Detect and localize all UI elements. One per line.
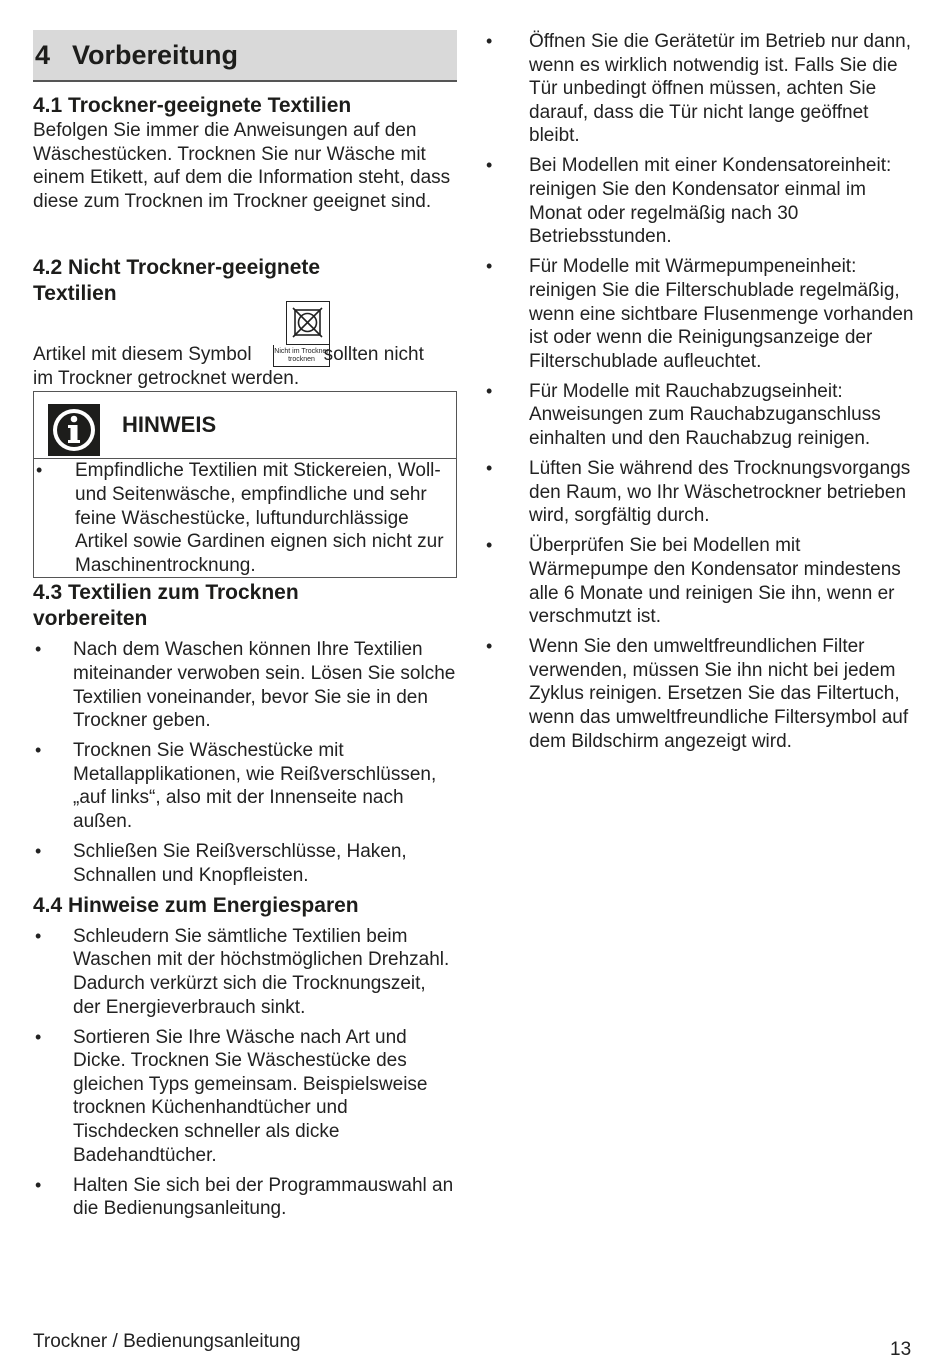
list-item <box>484 534 920 628</box>
symbol-paragraph <box>33 307 457 397</box>
list-item <box>484 635 920 753</box>
page-number: 13 <box>890 1339 912 1360</box>
list-item <box>33 1026 457 1168</box>
section-4-3-list <box>33 638 457 887</box>
list-item <box>33 638 457 732</box>
note-title: HINWEIS <box>122 412 217 438</box>
section-4-4-heading: 4.4 Hinweise zum Energiesparen <box>33 893 359 917</box>
list-item <box>484 457 920 528</box>
bullet: • <box>486 155 493 176</box>
list-item-text: Bei Modellen mit einer Kondensatoreinheit: reinigen Sie den Kondensator einmal im Monat oder regelmäßig nach 30 Betriebsstunden. <box>529 155 892 248</box>
section-4-1-heading: 4.1 Trockner-geeignete Textilien <box>33 94 352 117</box>
note-body <box>34 459 456 577</box>
section-4-3-heading <box>33 580 457 632</box>
section-4-1-text: Befolgen Sie immer die Anweisungen auf den Wäschestücken. Trocknen Sie nur Wäsche mit einem Etikett, auf dem die Information steht, dass diese zum Trocknen im Trockner geeignet sind. <box>33 120 451 212</box>
note-box <box>33 391 457 578</box>
symbol-caption: Nicht im Trockner trocknen <box>273 345 330 367</box>
list-item-text: Sortieren Sie Ihre Wäsche nach Art und Dicke. Trocknen Sie Wäschestücke des gleichen Typs gemeinsam. Beispielsweise trocknen Küchenhandtücher und Tischdecken schneller als dicke Badehandtücher. <box>73 1026 428 1166</box>
list-item <box>484 30 920 148</box>
bullet: • <box>486 458 493 479</box>
bullet: • <box>35 639 42 660</box>
energy-tips-list <box>484 30 920 753</box>
bullet: • <box>35 740 42 761</box>
note-text: Empfindliche Textilien mit Stickereien, Woll- und Seitenwäsche, empfindliche und sehr feine Wäschestücke, luftundurchlässige Artikel sowie Gardinen eignen sich nicht zur Maschinentrocknung. <box>75 460 444 576</box>
list-item <box>484 380 920 451</box>
chapter-heading <box>33 30 457 82</box>
note-header <box>34 392 456 459</box>
list-item <box>33 925 457 1019</box>
list-item-text: Halten Sie sich bei der Programmauswahl an die Bedienungsanleitung. <box>73 1174 454 1220</box>
list-item-text: Überprüfen Sie bei Modellen mit Wärmepumpe den Kondensator mindestens alle 6 Monate und reinigen Sie ihn, wenn er verschmutzt ist. <box>529 535 901 628</box>
bullet: • <box>36 460 43 481</box>
list-item-text: Trocknen Sie Wäschestücke mit Metallapplikationen, wie Reißverschlüssen, „auf links“, also mit der Innenseite nach außen. <box>73 740 437 832</box>
bullet: • <box>486 380 493 401</box>
chapter-title: Vorbereitung <box>72 39 239 70</box>
section-4-2-text-after: sollten nicht <box>323 344 424 366</box>
list-item-text: Schließen Sie Reißverschlüsse, Haken, Schnallen und Knopfleisten. <box>73 841 407 886</box>
chapter-number: 4 <box>35 39 51 70</box>
section-4-4-list <box>33 925 457 1221</box>
info-icon <box>48 404 100 456</box>
list-item-text: Für Modelle mit Wärmepumpeneinheit: reinigen Sie die Filterschublade regelmäßig, wenn eine sichtbare Flusenmenge vorhanden ist oder wenn die Reinigungsanzeige der Filterschublade aufleuchtet. <box>529 256 914 372</box>
left-column <box>33 30 457 1227</box>
section-4-2-text <box>33 343 457 390</box>
section-4-2-heading-line2: Textilien <box>33 282 117 306</box>
list-item <box>33 840 457 887</box>
bullet: • <box>486 636 493 657</box>
list-item-text: Öffnen Sie die Gerätetür im Betrieb nur dann, wenn es wirklich notwendig ist. Falls Sie die Tür unbedingt öffnen müssen, achten Sie darauf, dass die Tür nicht lange geöffnet bleibt. <box>529 31 911 147</box>
right-column <box>484 30 920 760</box>
section-4-2-heading <box>33 255 457 307</box>
list-item-text: Lüften Sie während des Trocknungsvorgangs den Raum, wo Ihr Wäschetrockner betrieben wird, sorgfältig durch. <box>529 458 911 527</box>
list-item-text: Nach dem Waschen können Ihre Textilien miteinander verwoben sein. Lösen Sie solche Textilien voneinander, bevor Sie sie in den Trockner geben. <box>73 639 456 732</box>
list-item <box>33 1174 457 1221</box>
bullet: • <box>486 535 493 556</box>
list-item-text: Für Modelle mit Rauchabzugseinheit: Anweisungen zum Rauchabzuganschluss einhalten und den Rauchabzug reinigen. <box>529 380 881 449</box>
list-item-text: Wenn Sie den umweltfreundlichen Filter verwenden, müssen Sie ihn nicht bei jedem Zyklus reinigen. Ersetzen Sie das Filtertuch, wenn das umweltfreundliche Filtersymbol auf dem Bildschirm angezeigt wird. <box>529 636 909 752</box>
bullet: • <box>35 1174 42 1195</box>
bullet: • <box>35 925 42 946</box>
bullet: • <box>486 256 493 277</box>
footer-title: Trockner / Bedienungsanleitung <box>33 1331 301 1352</box>
section-4-3-heading-line1: 4.3 Textilien zum Trocknen <box>33 581 299 605</box>
list-item-text: Schleudern Sie sämtliche Textilien beim Waschen mit der höchstmöglichen Drehzahl. Dadurch verkürzt sich die Trocknungszeit, der Energieverbrauch sinkt. <box>73 925 450 1018</box>
section-4-2-text-line2: im Trockner getrocknet werden. <box>33 367 300 389</box>
section-4-2-text-before: Artikel mit diesem Symbol <box>33 344 252 366</box>
list-item <box>484 255 920 373</box>
bullet: • <box>35 1026 42 1047</box>
list-item <box>484 154 920 248</box>
list-item <box>33 739 457 833</box>
section-4-3-heading-line2: vorbereiten <box>33 607 148 631</box>
section-4-2-heading-line1: 4.2 Nicht Trockner-geeignete <box>33 256 321 280</box>
no-tumble-dry-icon <box>286 301 330 345</box>
bullet: • <box>486 31 493 51</box>
bullet: • <box>35 841 42 862</box>
